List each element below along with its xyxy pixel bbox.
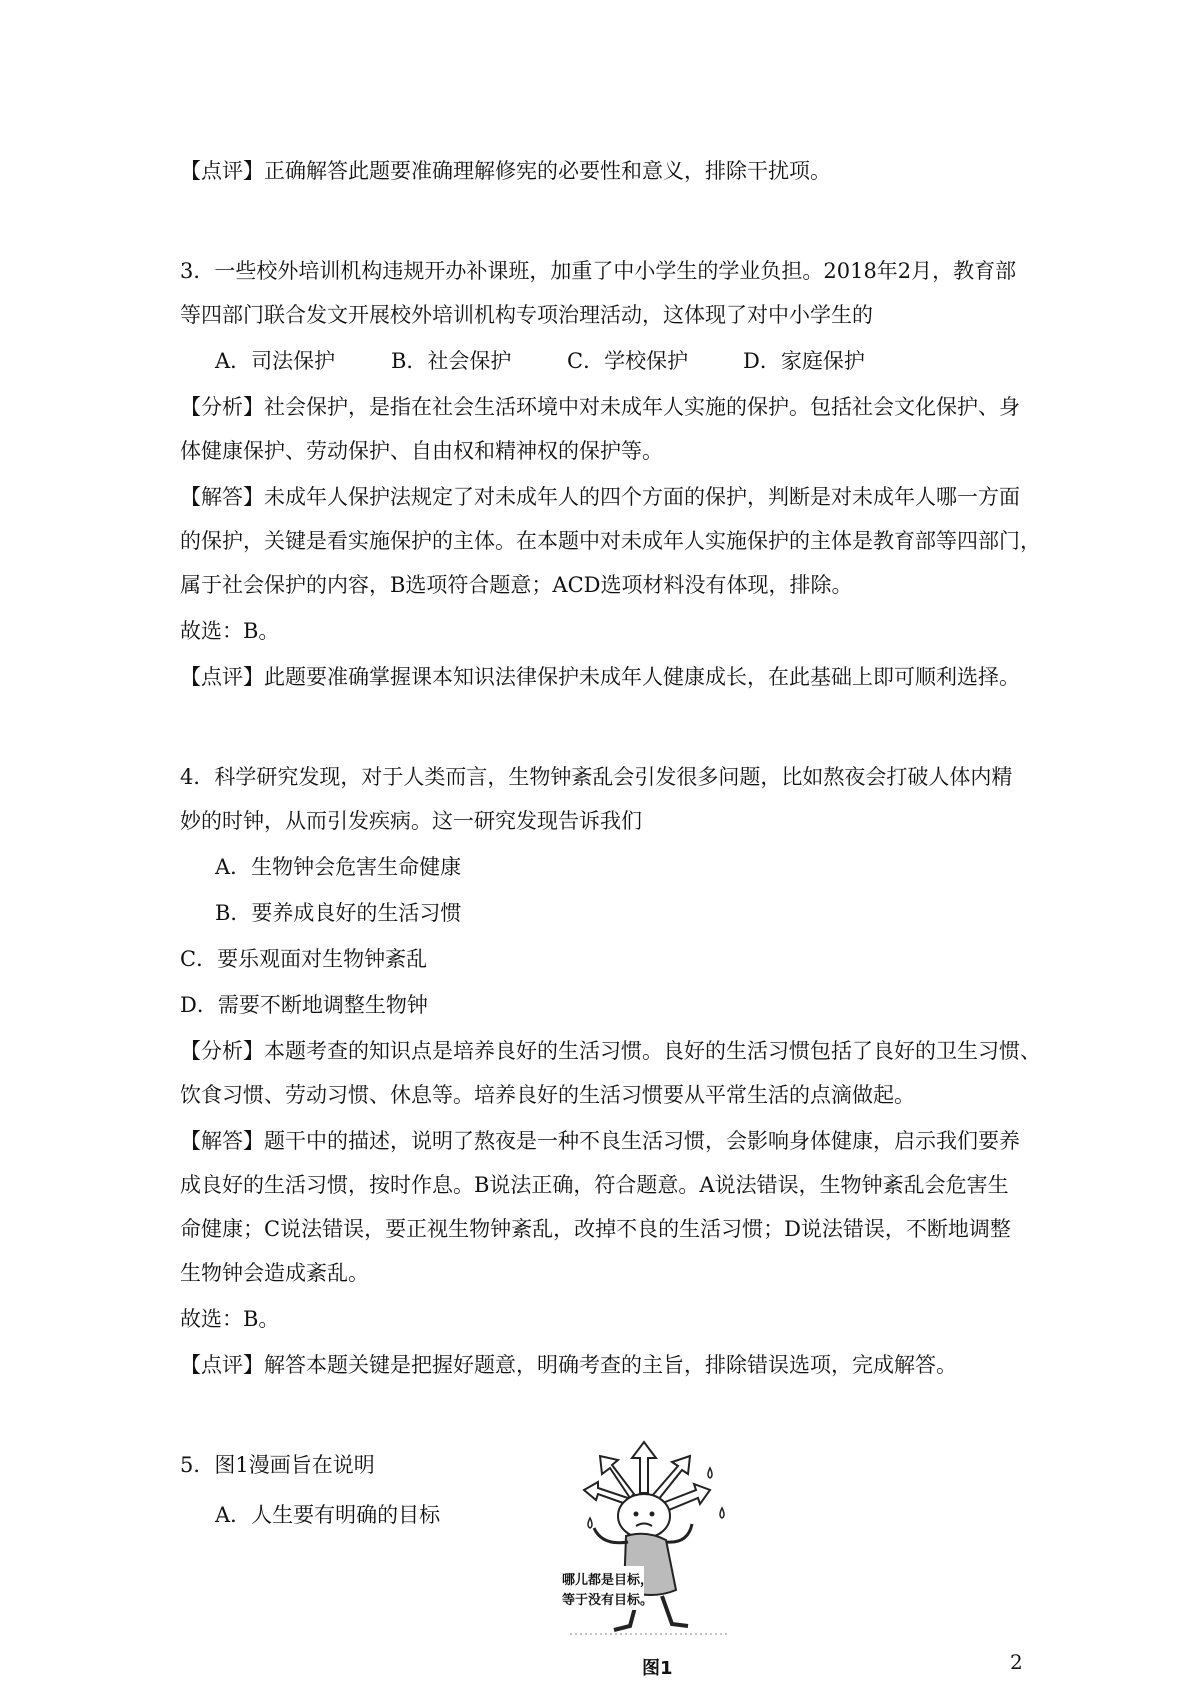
q3-answer-line1: 【解答】未成年人保护法规定了对未成年人的四个方面的保护，判断是对未成年人哪一方面 [180, 485, 1020, 509]
q4-comment: 【点评】解答本题关键是把握好题意，明确考查的主旨，排除错误选项，完成解答。 [180, 1353, 957, 1377]
q3-analysis-line1: 【分析】社会保护，是指在社会生活环境中对未成年人实施的保护。包括社会文化保护、身 [180, 395, 1020, 419]
q4-option-d: D．需要不断地调整生物钟 [180, 993, 428, 1017]
q4-stem-line2: 妙的时钟，从而引发疾病。这一研究发现告诉我们 [180, 809, 642, 833]
q3-option-d: D．家庭保护 [743, 349, 865, 373]
q3-option-a: A．司法保护 [215, 349, 336, 373]
q4-analysis-line2: 饮食习惯、劳动习惯、休息等。培养良好的生活习惯要从平常生活的点滴做起。 [180, 1083, 915, 1107]
cartoon-illustration [560, 1438, 740, 1638]
q3-stem-line1: 3．一些校外培训机构违规开办补课班，加重了中小学生的学业负担。2018年2月，教育部 [180, 259, 1017, 283]
q5-stem: 5．图1漫画旨在说明 [180, 1453, 375, 1477]
q4-analysis-line1: 【分析】本题考查的知识点是培养良好的生活习惯。良好的生活习惯包括了良好的卫生习惯、 [180, 1039, 1041, 1063]
q3-answer-line3: 属于社会保护的内容，B选项符合题意；ACD选项材料没有体现，排除。 [180, 573, 853, 597]
q4-choice: 故选：B。 [180, 1307, 280, 1331]
q4-answer-line4: 生物钟会造成紊乱。 [180, 1261, 369, 1285]
cartoon-figure [560, 1438, 740, 1638]
q4-option-b: B．要养成良好的生活习惯 [215, 901, 462, 925]
q3-answer-line2: 的保护，关键是看实施保护的主体。在本题中对未成年人实施保护的主体是教育部等四部门， [180, 529, 1041, 553]
q4-option-c: C．要乐观面对生物钟紊乱 [180, 947, 428, 971]
cartoon-text-line1: 哪儿都是目标， [562, 1573, 654, 1588]
q3-options [215, 346, 865, 376]
q4-stem-line1: 4．科学研究发现，对于人类而言，生物钟紊乱会引发很多问题，比如熬夜会打破人体内精 [180, 765, 1013, 789]
q3-comment: 【点评】此题要准确掌握课本知识法律保护未成年人健康成长，在此基础上即可顺利选择。 [180, 665, 1020, 689]
q3-choice: 故选：B。 [180, 619, 280, 643]
q2-comment: 【点评】正确解答此题要准确理解修宪的必要性和意义，排除干扰项。 [180, 159, 831, 183]
q4-answer-line2: 成良好的生活习惯，按时作息。B说法正确，符合题意。A说法错误，生物钟紊乱会危害生 [180, 1173, 1009, 1197]
q3-stem-line2: 等四部门联合发文开展校外培训机构专项治理活动，这体现了对中小学生的 [180, 303, 873, 327]
q4-option-a: A．生物钟会危害生命健康 [215, 855, 462, 879]
q3-option-b: B．社会保护 [391, 349, 512, 373]
q3-analysis-line2: 体健康保护、劳动保护、自由权和精神权的保护等。 [180, 439, 663, 463]
q4-answer-line3: 命健康；C说法错误，要正视生物钟紊乱，改掉不良的生活习惯；D说法错误，不断地调整 [180, 1217, 1011, 1241]
cartoon-text-line2: 等于没有目标。 [562, 1593, 654, 1608]
page-number: 2 [1010, 1650, 1023, 1674]
q5-option-a: A．人生要有明确的目标 [215, 1503, 441, 1527]
figure-caption: 图1 [642, 1658, 673, 1679]
q4-answer-line1: 【解答】题干中的描述，说明了熬夜是一种不良生活习惯，会影响身体健康，启示我们要养 [180, 1129, 1020, 1153]
q3-option-c: C．学校保护 [567, 349, 689, 373]
